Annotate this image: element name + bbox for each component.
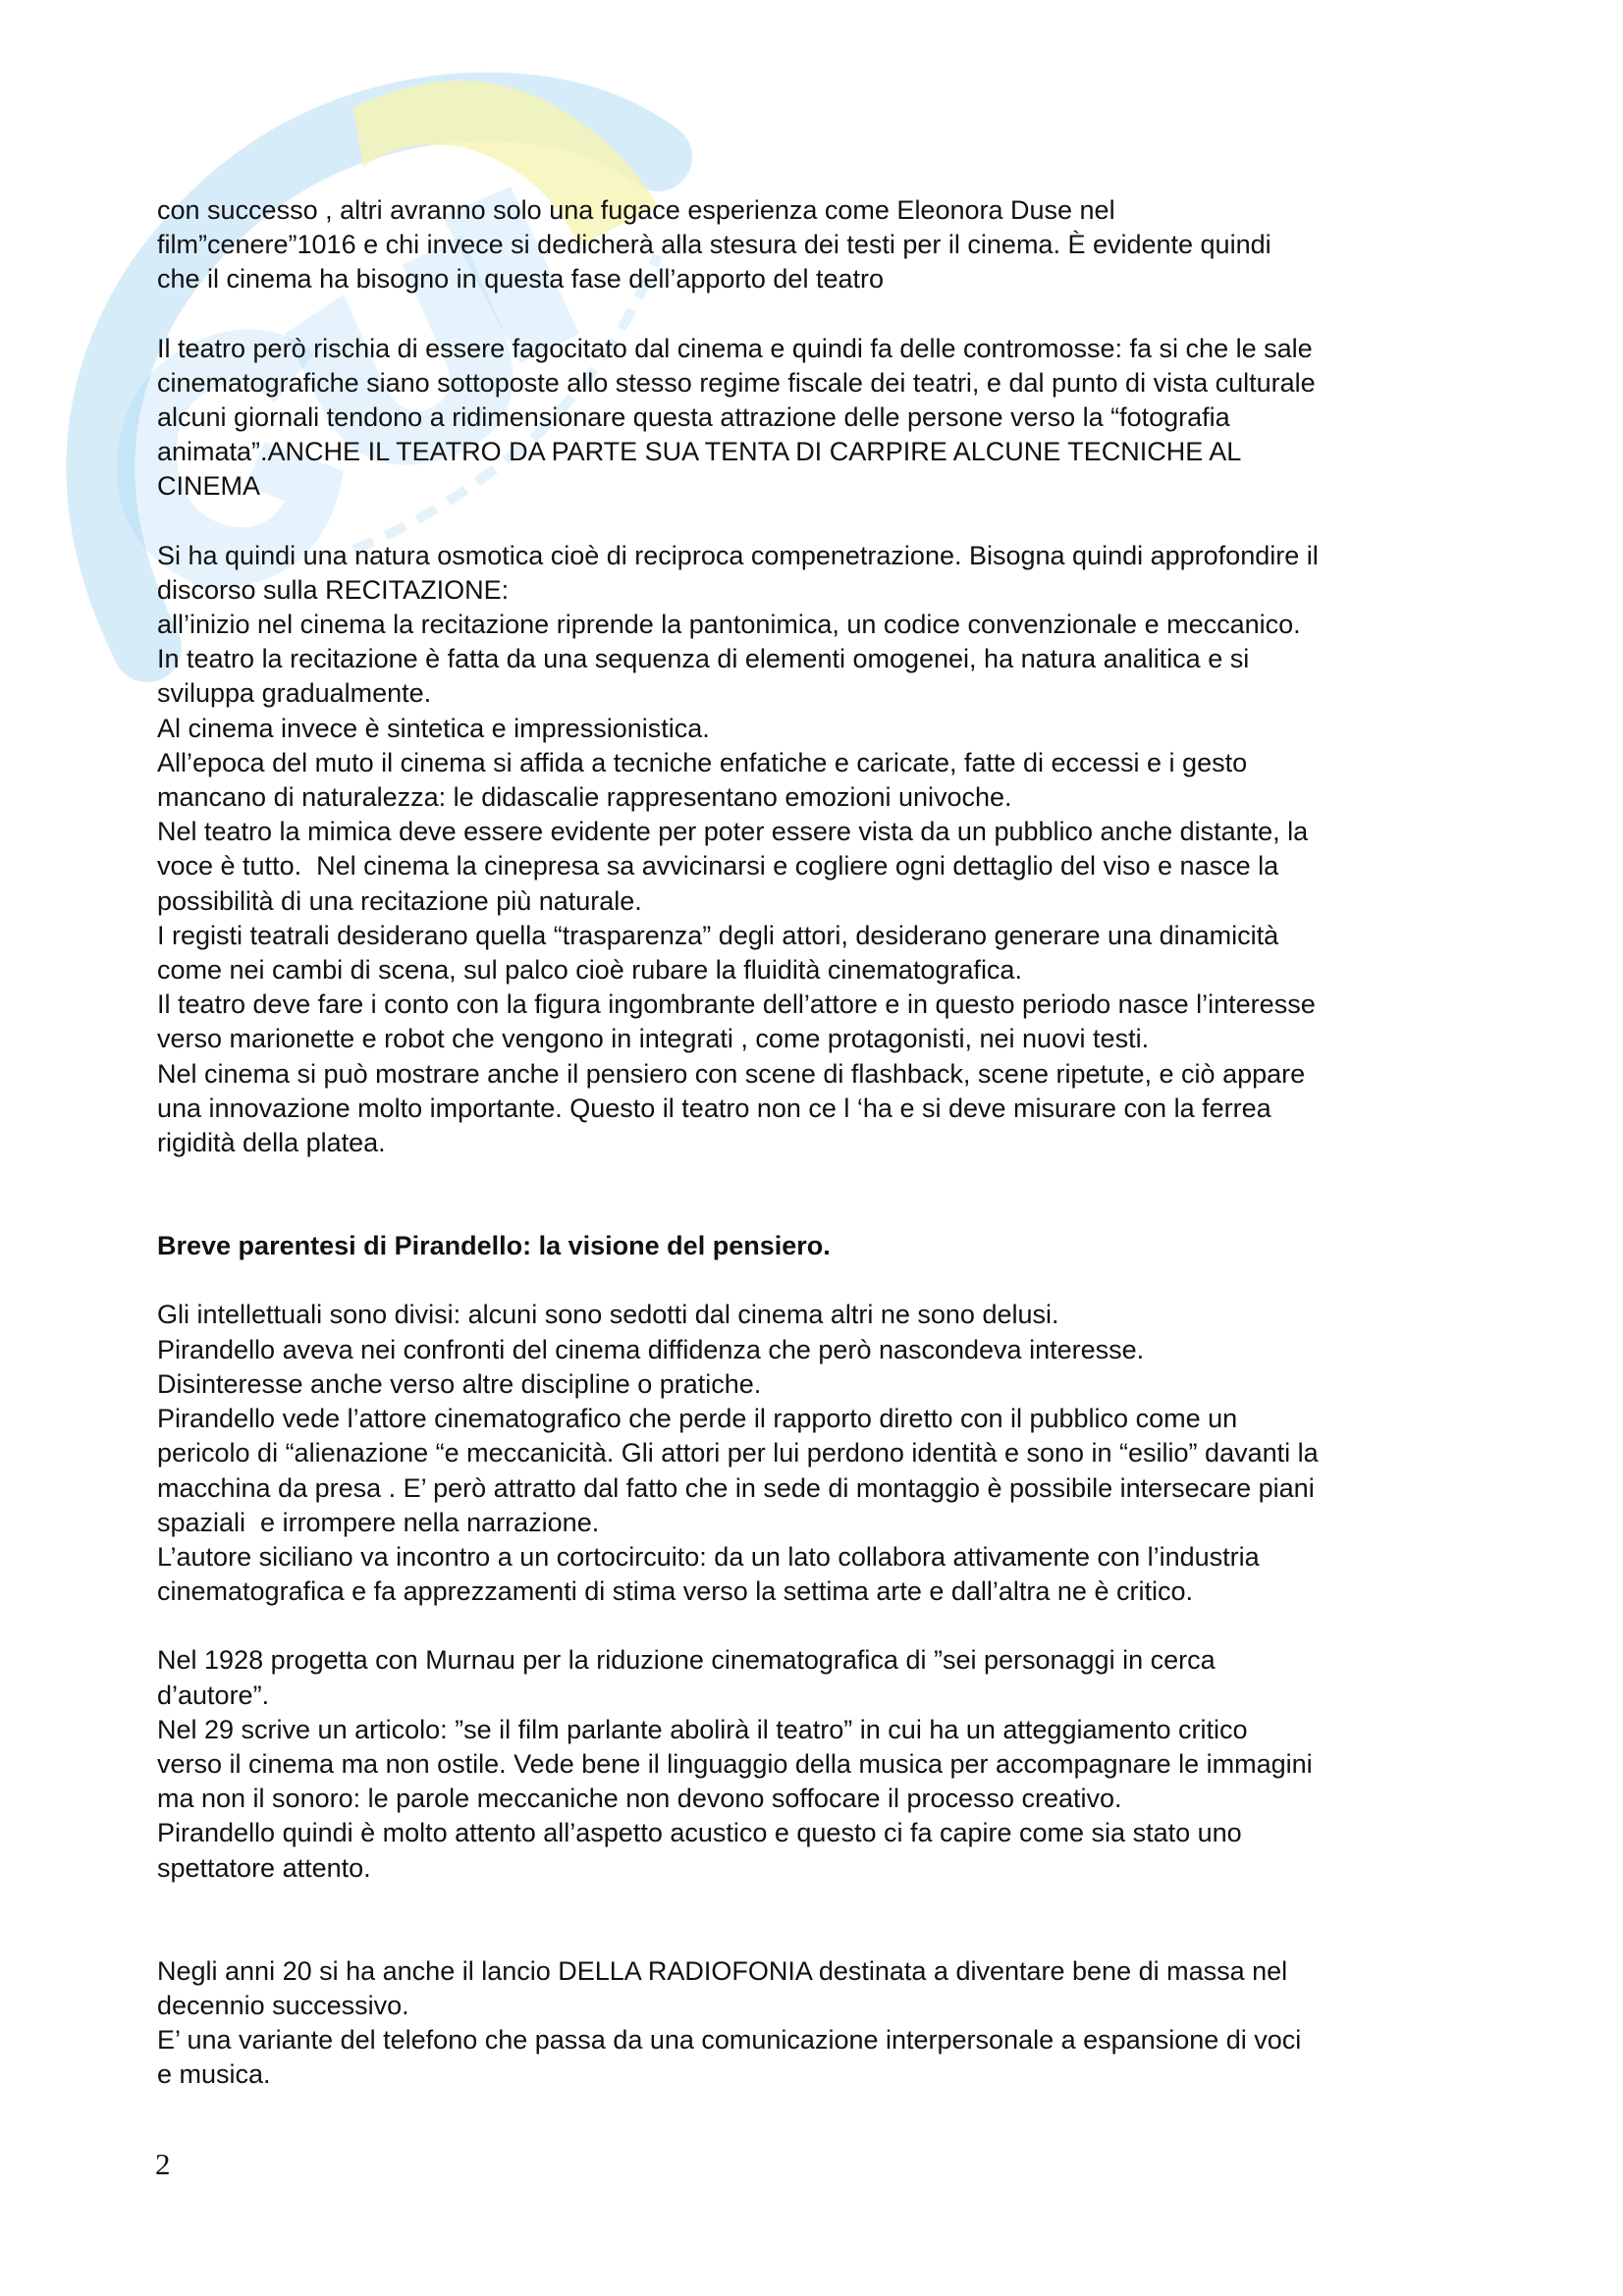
paragraph-4 bbox=[157, 1298, 1492, 1609]
text-line: Gli intellettuali sono divisi: alcuni sono sedotti dal cinema altri ne sono delusi. bbox=[157, 1300, 1059, 1330]
paragraph-3 bbox=[157, 539, 1492, 1161]
text-line: Pirandello vede l’attore cinematografico che perde il rapporto diretto con il pubblico come un bbox=[157, 1404, 1238, 1434]
text-line: animata”.ANCHE IL TEATRO DA PARTE SUA TENTA DI CARPIRE ALCUNE TECNICHE AL bbox=[157, 437, 1242, 467]
text-line: Nel teatro la mimica deve essere evidente per poter essere vista da un pubblico anche distante, la bbox=[157, 817, 1309, 847]
text-line: Nel 29 scrive un articolo: ”se il film parlante abolirà il teatro” in cui ha un atteggiamento critico bbox=[157, 1714, 1248, 1744]
document-body bbox=[157, 193, 1492, 2093]
text-line: e musica. bbox=[157, 2059, 271, 2090]
text-line: Disinteresse anche verso altre discipline o pratiche. bbox=[157, 1368, 762, 1399]
text-line: In teatro la recitazione è fatta da una sequenza di elementi omogenei, ha natura analitica e si bbox=[157, 644, 1250, 674]
text-line: macchina da presa . E’ però attratto dal fatto che in sede di montaggio è possibile intersecare piani bbox=[157, 1472, 1315, 1503]
text-line: spettatore attento. bbox=[157, 1852, 371, 1883]
section-heading: Breve parentesi di Pirandello: la visione del pensiero. bbox=[157, 1231, 831, 1261]
text-line: sviluppa gradualmente. bbox=[157, 678, 432, 709]
paragraph-spacer bbox=[157, 297, 1492, 332]
text-line: possibilità di una recitazione più naturale. bbox=[157, 885, 642, 916]
text-line: spaziali e irrompere nella narrazione. bbox=[157, 1507, 600, 1537]
paragraph-6 bbox=[157, 1954, 1492, 2093]
text-line: ma non il sonoro: le parole meccaniche non devono soffocare il processo creativo. bbox=[157, 1784, 1122, 1814]
text-line: CINEMA bbox=[157, 471, 261, 502]
page-number: 2 bbox=[155, 2147, 171, 2181]
text-line: Nel 1928 progetta con Murnau per la riduzione cinematografica di ”sei personaggi in cerca bbox=[157, 1645, 1216, 1676]
text-line: una innovazione molto importante. Questo il teatro non ce l ‘ha e si deve misurare con la ferrea bbox=[157, 1093, 1271, 1123]
paragraph-1 bbox=[157, 193, 1492, 297]
text-line: film”cenere”1016 e chi invece si dedicherà alla stesura dei testi per il cinema. È evidente quindi bbox=[157, 230, 1271, 260]
text-line: L’autore siciliano va incontro a un cortocircuito: da un lato collabora attivamente con l’industria bbox=[157, 1541, 1260, 1572]
text-line: voce è tutto. Nel cinema la cinepresa sa avvicinarsi e cogliere ogni dettaglio del viso e nasce la bbox=[157, 851, 1279, 881]
paragraph-spacer bbox=[157, 1609, 1492, 1643]
text-line: cinematografiche siano sottoposte allo stesso regime fiscale dei teatri, e dal punto di vista culturale bbox=[157, 367, 1316, 398]
paragraph-2 bbox=[157, 332, 1492, 505]
text-line: con successo , altri avranno solo una fugace esperienza come Eleonora Duse nel bbox=[157, 195, 1115, 225]
paragraph-5 bbox=[157, 1643, 1492, 1885]
text-line: Il teatro deve fare i conto con la figura ingombrante dell’attore e in questo periodo nasce l’interesse bbox=[157, 989, 1316, 1020]
text-line: d’autore”. bbox=[157, 1680, 270, 1710]
text-line: verso il cinema ma non ostile. Vede bene il linguaggio della musica per accompagnare le immagini bbox=[157, 1748, 1313, 1779]
paragraph-spacer bbox=[157, 505, 1492, 539]
paragraph-spacer bbox=[157, 1263, 1492, 1298]
text-line: decennio successivo. bbox=[157, 1990, 409, 2020]
text-line: Si ha quindi una natura osmotica cioè di reciproca compenetrazione. Bisogna quindi approfondire il bbox=[157, 540, 1319, 570]
text-line: Pirandello aveva nei confronti del cinema diffidenza che però nascondeva interesse. bbox=[157, 1334, 1145, 1364]
text-line: I registi teatrali desiderano quella “trasparenza” degli attori, desiderano generare una dinamicità bbox=[157, 920, 1279, 950]
text-line: Pirandello quindi è molto attento all’aspetto acustico e questo ci fa capire come sia stato uno bbox=[157, 1818, 1242, 1848]
section-spacer bbox=[157, 1160, 1492, 1229]
text-line: come nei cambi di scena, sul palco cioè rubare la fluidità cinematografica. bbox=[157, 955, 1022, 986]
text-line: All’epoca del muto il cinema si affida a tecniche enfatiche e caricate, fatte di eccessi e i gesto bbox=[157, 747, 1248, 777]
text-line: pericolo di “alienazione “e meccanicità. Gli attori per lui perdono identità e sono in “esilio” davanti la bbox=[157, 1438, 1319, 1468]
text-line: Negli anni 20 si ha anche il lancio DELLA RADIOFONIA destinata a diventare bene di massa nel bbox=[157, 1955, 1288, 1986]
text-line: rigidità della platea. bbox=[157, 1128, 386, 1158]
text-line: che il cinema ha bisogno in questa fase dell’apporto del teatro bbox=[157, 264, 884, 294]
text-line: cinematografica e fa apprezzamenti di stima verso la settima arte e dall’altra ne è critico. bbox=[157, 1576, 1193, 1607]
text-line: discorso sulla RECITAZIONE: bbox=[157, 574, 510, 605]
text-line: verso marionette e robot che vengono in integrati , come protagonisti, nei nuovi testi. bbox=[157, 1024, 1150, 1054]
section-spacer bbox=[157, 1886, 1492, 1954]
text-line: Al cinema invece è sintetica e impressionistica. bbox=[157, 713, 710, 743]
text-line: Nel cinema si può mostrare anche il pensiero con scene di flashback, scene ripetute, e ciò appare bbox=[157, 1058, 1306, 1089]
text-line: all’inizio nel cinema la recitazione riprende la pantonimica, un codice convenzionale e meccanico. bbox=[157, 610, 1301, 640]
text-line: mancano di naturalezza: le didascalie rappresentano emozioni univoche. bbox=[157, 782, 1012, 813]
text-line: E’ una variante del telefono che passa da una comunicazione interpersonale a espansione di voci bbox=[157, 2025, 1302, 2056]
text-line: Il teatro però rischia di essere fagocitato dal cinema e quindi fa delle contromosse: fa si che le sale bbox=[157, 333, 1313, 363]
text-line: alcuni giornali tendono a ridimensionare questa attrazione delle persone verso la “fotografia bbox=[157, 402, 1230, 433]
